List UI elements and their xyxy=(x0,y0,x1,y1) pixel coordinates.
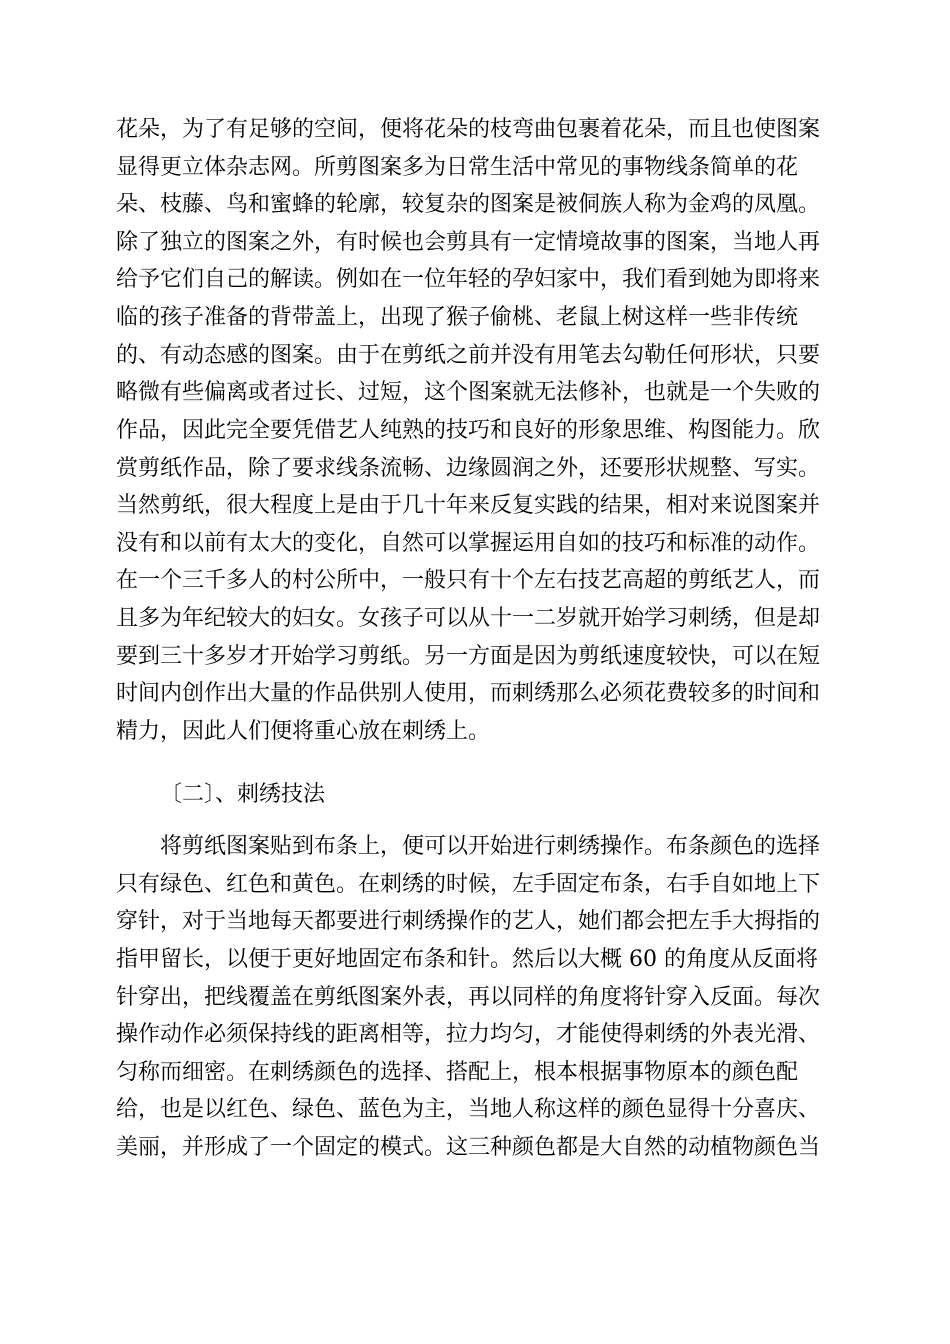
paragraph-line: 略微有些偏离或者过长、过短，这个图案就无法修补，也就是一个失败的 xyxy=(116,380,821,405)
paragraph-line: 给予它们自己的解读。例如在一位年轻的孕妇家中，我们看到她为即将来 xyxy=(116,267,821,292)
paragraph-line: 操作动作必须保持线的距离相等，拉力均匀，才能使得刺绣的外表光滑、 xyxy=(116,1022,821,1047)
paragraph-line: 在一个三千多人的村公所中，一般只有十个左右技艺高超的剪纸艺人，而 xyxy=(116,568,821,593)
paragraph-line: 针穿出，把线覆盖在剪纸图案外表，再以同样的角度将针穿入反面。每次 xyxy=(116,985,821,1010)
paragraph-line: 显得更立体杂志网。所剪图案多为日常生活中常见的事物线条简单的花 xyxy=(116,155,799,180)
paragraph-line: 只有绿色、红色和黄色。在刺绣的时候，左手固定布条，右手自如地上下 xyxy=(116,872,821,897)
paragraph-line: 没有和以前有太大的变化，自然可以掌握运用自如的技巧和标准的动作。 xyxy=(116,531,821,556)
paragraph-line: 作品，因此完全要凭借艺人纯熟的技巧和良好的形象思维、构图能力。欣 xyxy=(116,418,821,443)
paragraph-line: 穿针，对于当地每天都要进行刺绣操作的艺人，她们都会把左手大拇指的 xyxy=(116,909,821,934)
paragraph-line: 精力，因此人们便将重心放在刺绣上。 xyxy=(116,719,491,744)
paragraph-line: 当然剪纸，很大程度上是由于几十年来反复实践的结果，相对来说图案并 xyxy=(116,493,821,518)
paragraph-line: 赏剪纸作品，除了要求线条流畅、边缘圆润之外，还要形状规整、写实。 xyxy=(116,456,821,481)
paragraph-line: 除了独立的图案之外，有时候也会剪具有一定情境故事的图案，当地人再 xyxy=(116,230,821,255)
paragraph-line: 将剪纸图案贴到布条上，便可以开始进行刺绣操作。布条颜色的选择 xyxy=(160,834,821,859)
paragraph-line: 时间内创作出大量的作品供别人使用，而刺绣那么必须花费较多的时间和 xyxy=(116,681,821,706)
paragraph-line: 且多为年纪较大的妇女。女孩子可以从十一二岁就开始学习刺绣，但是却 xyxy=(116,606,821,631)
section-heading: 〔二〕、刺绣技法 xyxy=(160,782,326,807)
paragraph-line: 给，也是以红色、绿色、蓝色为主，当地人称这样的颜色显得十分喜庆、 xyxy=(116,1097,821,1122)
paragraph-line: 的、有动态感的图案。由于在剪纸之前并没有用笔去勾勒任何形状，只要 xyxy=(116,343,821,368)
paragraph-line: 要到三十多岁才开始学习剪纸。另一方面是因为剪纸速度较快，可以在短 xyxy=(116,644,821,669)
paragraph-line: 朵、枝藤、鸟和蜜蜂的轮廓，较复杂的图案是被侗族人称为金鸡的凤凰。 xyxy=(116,192,821,217)
paragraph-line: 花朵，为了有足够的空间，便将花朵的枝弯曲包裹着花朵，而且也使图案 xyxy=(116,117,821,142)
paragraph-line: 临的孩子准备的背带盖上，出现了猴子偷桃、老鼠上树这样一些非传统 xyxy=(116,305,799,330)
paragraph-line: 指甲留长，以便于更好地固定布条和针。然后以大概 60 的角度从反面将 xyxy=(116,947,818,972)
paragraph-line: 美丽，并形成了一个固定的模式。这三种颜色都是大自然的动植物颜色当 xyxy=(116,1135,821,1160)
paragraph-line: 匀称而细密。在刺绣颜色的选择、搭配上，根本根据事物原本的颜色配 xyxy=(116,1060,799,1085)
